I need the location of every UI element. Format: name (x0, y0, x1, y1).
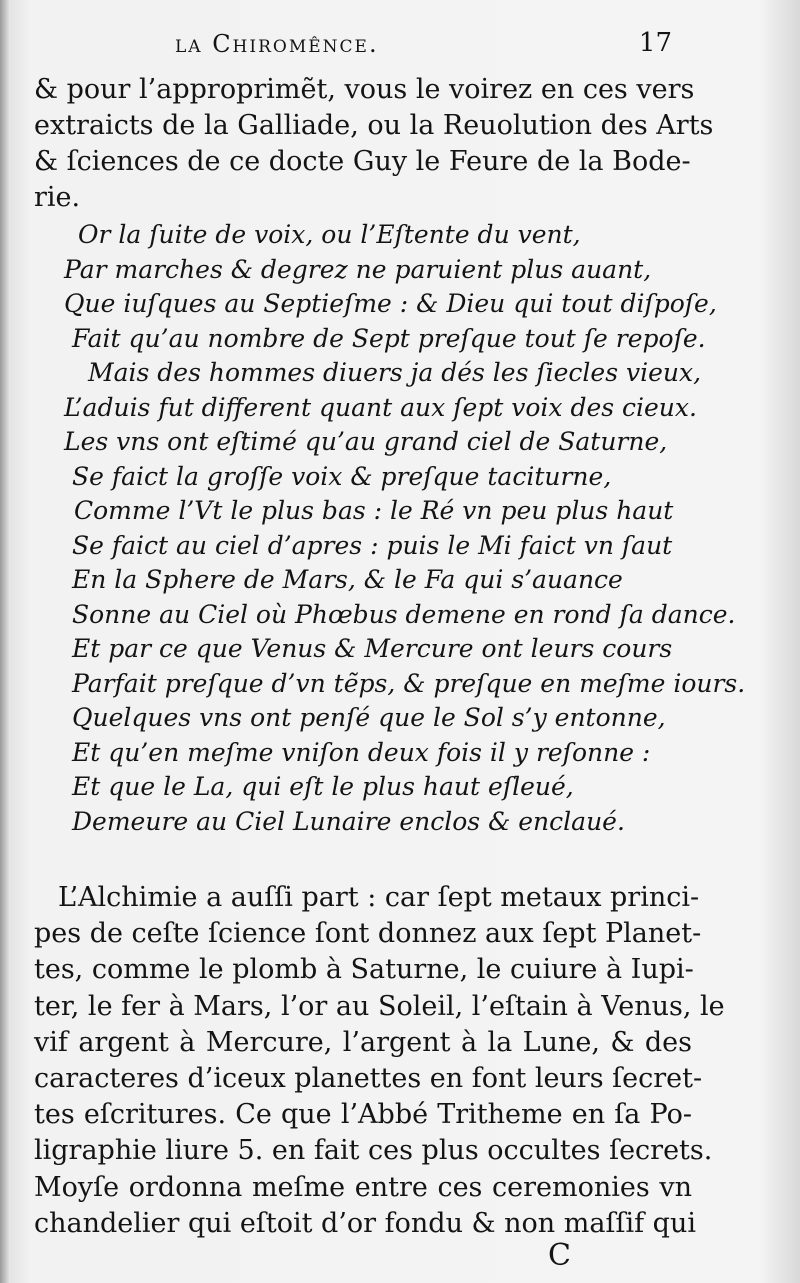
text-line: chandelier qui eſtoit d’or fondu & non maſſif qui (34, 1207, 696, 1239)
verse-line: Quelques vns ont penſé que le Sol s’y entonne, (72, 703, 666, 732)
text-line: Moyſe ordonna meſme entre ces ceremonies vn (34, 1171, 692, 1203)
verse-line: Or la ſuite de voix, ou l’Eſtente du vent, (78, 220, 581, 249)
verse-line: Et que le La, qui eſt le plus haut eſleué, (72, 772, 574, 801)
text-line: tes, comme le plomb à Saturne, le cuiure à Iupi- (34, 954, 694, 986)
verse-line: Demeure au Ciel Lunaire enclos & enclaué. (72, 806, 625, 836)
verse-line: Mais des hommes diuers ja dés les ſiecles vieux, (88, 358, 702, 387)
verse-line: L’aduis fut different quant aux ſept voix des cieux. (64, 392, 697, 422)
text-line: L’Alchimie a auſſi part : car ſept metaux princi- (58, 882, 700, 913)
running-title: la Chiromênce. (175, 30, 379, 58)
page-number: 17 (638, 28, 672, 58)
text-line: caracteres d’iceux planettes en font leurs ſecret- (34, 1063, 703, 1095)
signature-mark: C (548, 1238, 571, 1273)
verse-line: Sonne au Ciel où Phœbus demene en rond ſa dance. (72, 599, 736, 629)
text-line: & pour l’approprimẽt, vous le voirez en ces vers (34, 74, 695, 105)
verse-line: Par marches & degrez ne paruient plus auant, (64, 254, 652, 284)
verse-line: Fait qu’au nombre de Sept preſque tout ſe repoſe. (72, 323, 706, 353)
text-line: & ſciences de ce docte Guy le Feure de la Bode- (34, 146, 691, 177)
text-line: pes de ceſte ſcience ſont donnez aux ſept Planet- (34, 918, 702, 950)
verse-line: En la Sphere de Mars, & le Fa qui s’auance (72, 565, 623, 594)
text-line: extraicts de la Galliade, ou la Reuolution des Arts (34, 110, 714, 141)
verse-line: Parfait preſque d’vn tẽps, & preſque en meſme iours. (72, 668, 746, 698)
verse-line: Et par ce que Venus & Mercure ont leurs cours (72, 634, 673, 663)
text-line: tes eſcritures. Ce que l’Abbé Tritheme en ſa Po- (34, 1099, 692, 1131)
verse-line: Se faict la groſſe voix & preſque taciturne, (72, 461, 612, 491)
text-line: rie. (34, 182, 81, 213)
text-line: ligraphie liure 5. en fait ces plus occultes ſecrets. (34, 1135, 713, 1167)
verse-line: Se faict au ciel d’apres : puis le Mi faict vn ſaut (72, 530, 673, 560)
text-line: vif argent à Mercure, l’argent à la Lune, & des (34, 1026, 692, 1058)
verse-line: Et qu’en meſme vniſon deux fois il y reſonne : (72, 737, 651, 767)
paragraph-alchemy (34, 880, 725, 1242)
verse-line: Les vns ont eſtimé qu’au grand ciel de Saturne, (64, 427, 668, 456)
text-line: ter, le fer à Mars, l’or au Soleil, l’eſtain à Venus, le (34, 990, 725, 1022)
verse-line: Comme l’Vt le plus bas : le Ré vn peu plus haut (74, 496, 674, 525)
verse-quotation (0, 218, 745, 839)
verse-line: Que iuſques au Septieſme : & Dieu qui tout diſpoſe, (64, 289, 717, 318)
paragraph-intro (34, 72, 714, 216)
